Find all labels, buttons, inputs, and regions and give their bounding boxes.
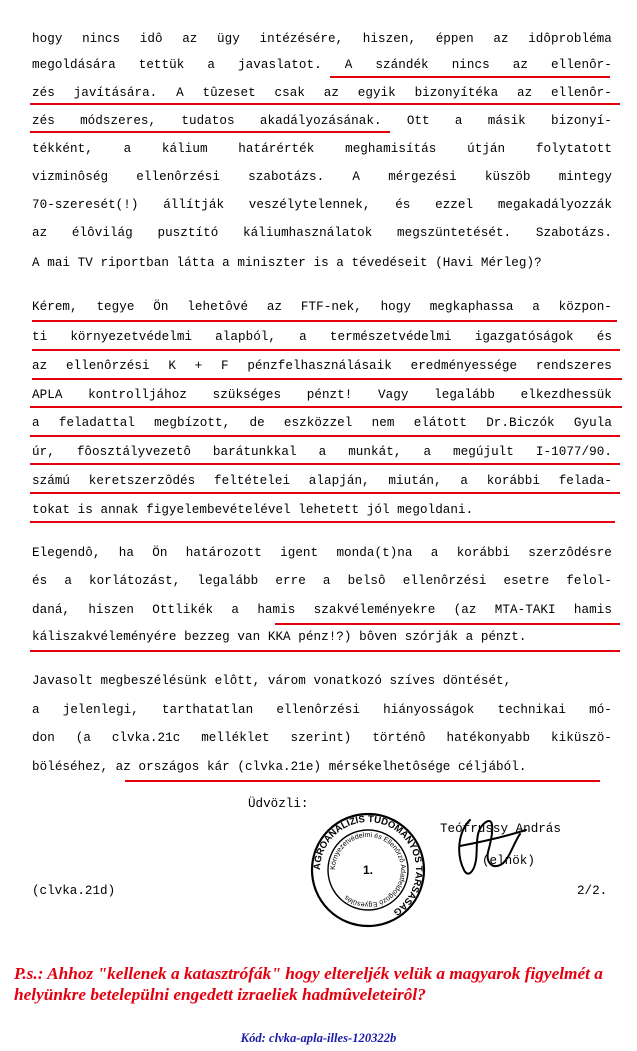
- text-line: böléséhez, az országos kár (clvka.21e) mérsékelhetôsége céljából.: [32, 760, 527, 774]
- document-reference: (clvka.21d): [32, 884, 116, 898]
- text-line: és a korlátozást, legalább erre a belsô ellenôrzési esetre felol-: [32, 574, 612, 588]
- red-underline: [30, 521, 615, 523]
- text-line: az élôvilág pusztító káliumhasználatok megszüntetését. Szabotázs.: [32, 226, 612, 240]
- seal-outer-text: AGROANALIZIS TUDOMÁNYOS TÁRSASÁG: [311, 813, 425, 918]
- text-line: megoldására tettük a javaslatot. A szándék nincs az ellenôr-: [32, 58, 612, 72]
- text-line: az ellenôrzési K + F pénzfelhasználásaik eredményessége rendszeres: [32, 359, 612, 373]
- red-underline: [30, 103, 620, 105]
- seal-inner-text: Környezetvédelmi és Ellenôrzô Adatfeldolgozó Egyesülés: [329, 831, 407, 909]
- text-line: don (a clvka.21c melléklet szerint) történô hatékonyabb kiküszö-: [32, 731, 612, 745]
- red-underline: [30, 406, 622, 408]
- signer-role: (elnök): [482, 854, 535, 868]
- red-underline: [30, 463, 620, 465]
- page-number: 2/2.: [577, 884, 608, 898]
- signer-name: Teófrussy András: [440, 822, 561, 836]
- postscript: P.s.: Ahhoz "kellenek a katasztrófák" hogy eltereljék velük a magyarok figyelmét a helyünkre betelepülni engedett izraeliek hadmûveleteirôl?: [14, 964, 603, 1004]
- text-line: tokat is annak figyelembevételével lehetett jól megoldani.: [32, 503, 474, 517]
- red-underline: [32, 320, 617, 322]
- greeting: Üdvözli:: [248, 797, 309, 811]
- text-line: Javasolt megbeszélésünk elôtt, várom vonatkozó szíves döntését,: [32, 674, 512, 688]
- red-underline: [275, 623, 620, 625]
- text-line: daná, hiszen Ottlikék a hamis szakvéleményekre (az MTA-TAKI hamis: [32, 603, 612, 617]
- red-underline: [30, 650, 620, 652]
- text-line: a feladattal megbízott, de eszközzel nem elátott Dr.Biczók Gyula: [32, 416, 612, 430]
- text-line: Elegendô, ha Ön határozott igent monda(t)na a korábbi szerzôdésre: [32, 546, 612, 560]
- text-line: Kérem, tegye Ön lehetôvé az FTF-nek, hogy megkaphassa a közpon-: [32, 300, 612, 314]
- text-line: APLA kontrolljához szükséges pénzt! Vagy legalább elkezdhessük: [32, 388, 612, 402]
- text-line: ti környezetvédelmi alapból, a természetvédelmi igazgatóságok és: [32, 330, 612, 344]
- red-underline: [125, 780, 600, 782]
- text-line: tékként, a kálium határérték meghamisítás útján folytatott: [32, 142, 612, 156]
- text-line: zés javítására. A tûzeset csak az egyik bizonyítéka az ellenôr-: [32, 86, 612, 100]
- text-line: úr, fôosztályvezetô barátunkkal a munkát, a megújult I-1077/90.: [32, 445, 612, 459]
- red-underline: [30, 492, 620, 494]
- text-line: hogy nincs idô az ügy intézésére, hiszen, éppen az idôprobléma: [32, 32, 612, 46]
- red-underline: [30, 435, 620, 437]
- text-line: a jelenlegi, tarthatatlan ellenôrzési hiányosságok technikai mó-: [32, 703, 612, 717]
- red-underline: [32, 349, 620, 351]
- text-line: zés módszeres, tudatos akadályozásának. Ott a másik bizonyí-: [32, 114, 612, 128]
- text-line: 70-szeresét(!) állítják veszélytelennek, és ezzel megakadályozzák: [32, 198, 612, 212]
- seal-center: 1.: [362, 863, 374, 877]
- text-line: káliszakvéleményére bezzeg van KKA pénz!?) bôven szórják a pénzt.: [32, 630, 527, 644]
- red-underline: [32, 378, 622, 380]
- text-line: számú keretszerzôdés feltételei alapján, miután, a korábbi felada-: [32, 474, 612, 488]
- text-line: vizminôség ellenôrzési szabotázs. A mérgezési küszöb mintegy: [32, 170, 612, 184]
- text-line: A mai TV riportban látta a miniszter is a tévedéseit (Havi Mérleg)?: [32, 256, 542, 270]
- document-code: Kód: clvka-apla-illes-120322b: [240, 1031, 397, 1045]
- round-seal-stamp: [310, 812, 426, 928]
- red-underline: [30, 131, 390, 133]
- red-underline: [330, 76, 610, 78]
